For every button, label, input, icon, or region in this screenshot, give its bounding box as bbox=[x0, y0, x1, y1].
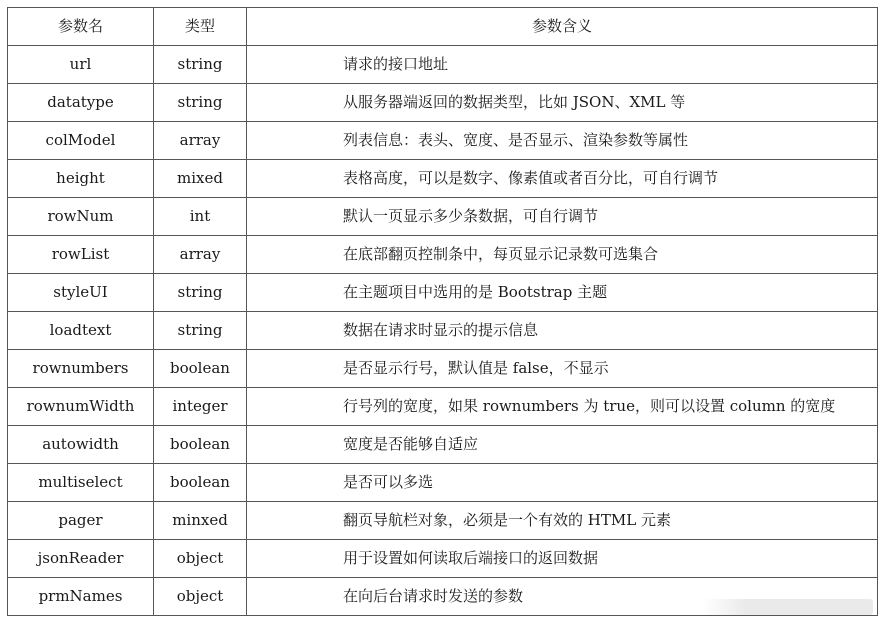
param-desc-cell: 是否可以多选 bbox=[247, 464, 878, 502]
param-type-cell: integer bbox=[154, 388, 247, 426]
param-name-cell: datatype bbox=[8, 84, 154, 122]
param-desc-cell: 是否显示行号，默认值是 false，不显示 bbox=[247, 350, 878, 388]
table-row bbox=[8, 312, 878, 350]
param-type-cell: string bbox=[154, 312, 247, 350]
param-name-cell: rownumWidth bbox=[8, 388, 154, 426]
table-row bbox=[8, 464, 878, 502]
header-type: 类型 bbox=[154, 8, 247, 46]
param-type-cell: boolean bbox=[154, 464, 247, 502]
table-row bbox=[8, 236, 878, 274]
param-name-cell: url bbox=[8, 46, 154, 84]
param-type-cell: array bbox=[154, 236, 247, 274]
param-type-cell: int bbox=[154, 198, 247, 236]
table-row bbox=[8, 540, 878, 578]
param-name-cell: loadtext bbox=[8, 312, 154, 350]
table-row bbox=[8, 388, 878, 426]
param-type-cell: boolean bbox=[154, 350, 247, 388]
param-type-cell: boolean bbox=[154, 426, 247, 464]
param-desc-cell: 默认一页显示多少条数据，可自行调节 bbox=[247, 198, 878, 236]
param-name-cell: colModel bbox=[8, 122, 154, 160]
param-desc-cell: 在底部翻页控制条中，每页显示记录数可选集合 bbox=[247, 236, 878, 274]
param-desc-cell: 在向后台请求时发送的参数 bbox=[247, 578, 878, 616]
param-desc-cell: 用于设置如何读取后端接口的返回数据 bbox=[247, 540, 878, 578]
param-type-cell: object bbox=[154, 578, 247, 616]
table-row bbox=[8, 84, 878, 122]
param-type-cell: string bbox=[154, 84, 247, 122]
table-body bbox=[8, 46, 878, 616]
table-row bbox=[8, 46, 878, 84]
param-name-cell: styleUI bbox=[8, 274, 154, 312]
param-name-cell: rownumbers bbox=[8, 350, 154, 388]
param-desc-cell: 请求的接口地址 bbox=[247, 46, 878, 84]
table-header-row bbox=[8, 8, 878, 46]
param-desc-cell: 宽度是否能够自适应 bbox=[247, 426, 878, 464]
param-desc-cell: 列表信息：表头、宽度、是否显示、渲染参数等属性 bbox=[247, 122, 878, 160]
table-row bbox=[8, 502, 878, 540]
param-type-cell: object bbox=[154, 540, 247, 578]
param-name-cell: jsonReader bbox=[8, 540, 154, 578]
param-name-cell: rowList bbox=[8, 236, 154, 274]
param-desc-cell: 在主题项目中选用的是 Bootstrap 主题 bbox=[247, 274, 878, 312]
param-desc-cell: 翻页导航栏对象，必须是一个有效的 HTML 元素 bbox=[247, 502, 878, 540]
table-row bbox=[8, 274, 878, 312]
param-name-cell: multiselect bbox=[8, 464, 154, 502]
param-name-cell: height bbox=[8, 160, 154, 198]
parameter-table bbox=[7, 7, 878, 616]
param-type-cell: string bbox=[154, 46, 247, 84]
param-desc-cell: 从服务器端返回的数据类型，比如 JSON、XML 等 bbox=[247, 84, 878, 122]
param-desc-cell: 行号列的宽度，如果 rownumbers 为 true，则可以设置 column 的宽度 bbox=[247, 388, 878, 426]
param-name-cell: prmNames bbox=[8, 578, 154, 616]
param-type-cell: array bbox=[154, 122, 247, 160]
param-name-cell: rowNum bbox=[8, 198, 154, 236]
param-desc-cell: 表格高度，可以是数字、像素值或者百分比，可自行调节 bbox=[247, 160, 878, 198]
param-type-cell: mixed bbox=[154, 160, 247, 198]
header-meaning: 参数含义 bbox=[247, 8, 878, 46]
param-name-cell: pager bbox=[8, 502, 154, 540]
param-name-cell: autowidth bbox=[8, 426, 154, 464]
table-row bbox=[8, 426, 878, 464]
param-type-cell: minxed bbox=[154, 502, 247, 540]
table-row bbox=[8, 198, 878, 236]
table-row bbox=[8, 160, 878, 198]
param-desc-cell: 数据在请求时显示的提示信息 bbox=[247, 312, 878, 350]
param-type-cell: string bbox=[154, 274, 247, 312]
watermark-blur bbox=[703, 599, 873, 615]
header-param-name: 参数名 bbox=[8, 8, 154, 46]
table-row bbox=[8, 122, 878, 160]
table-row bbox=[8, 350, 878, 388]
